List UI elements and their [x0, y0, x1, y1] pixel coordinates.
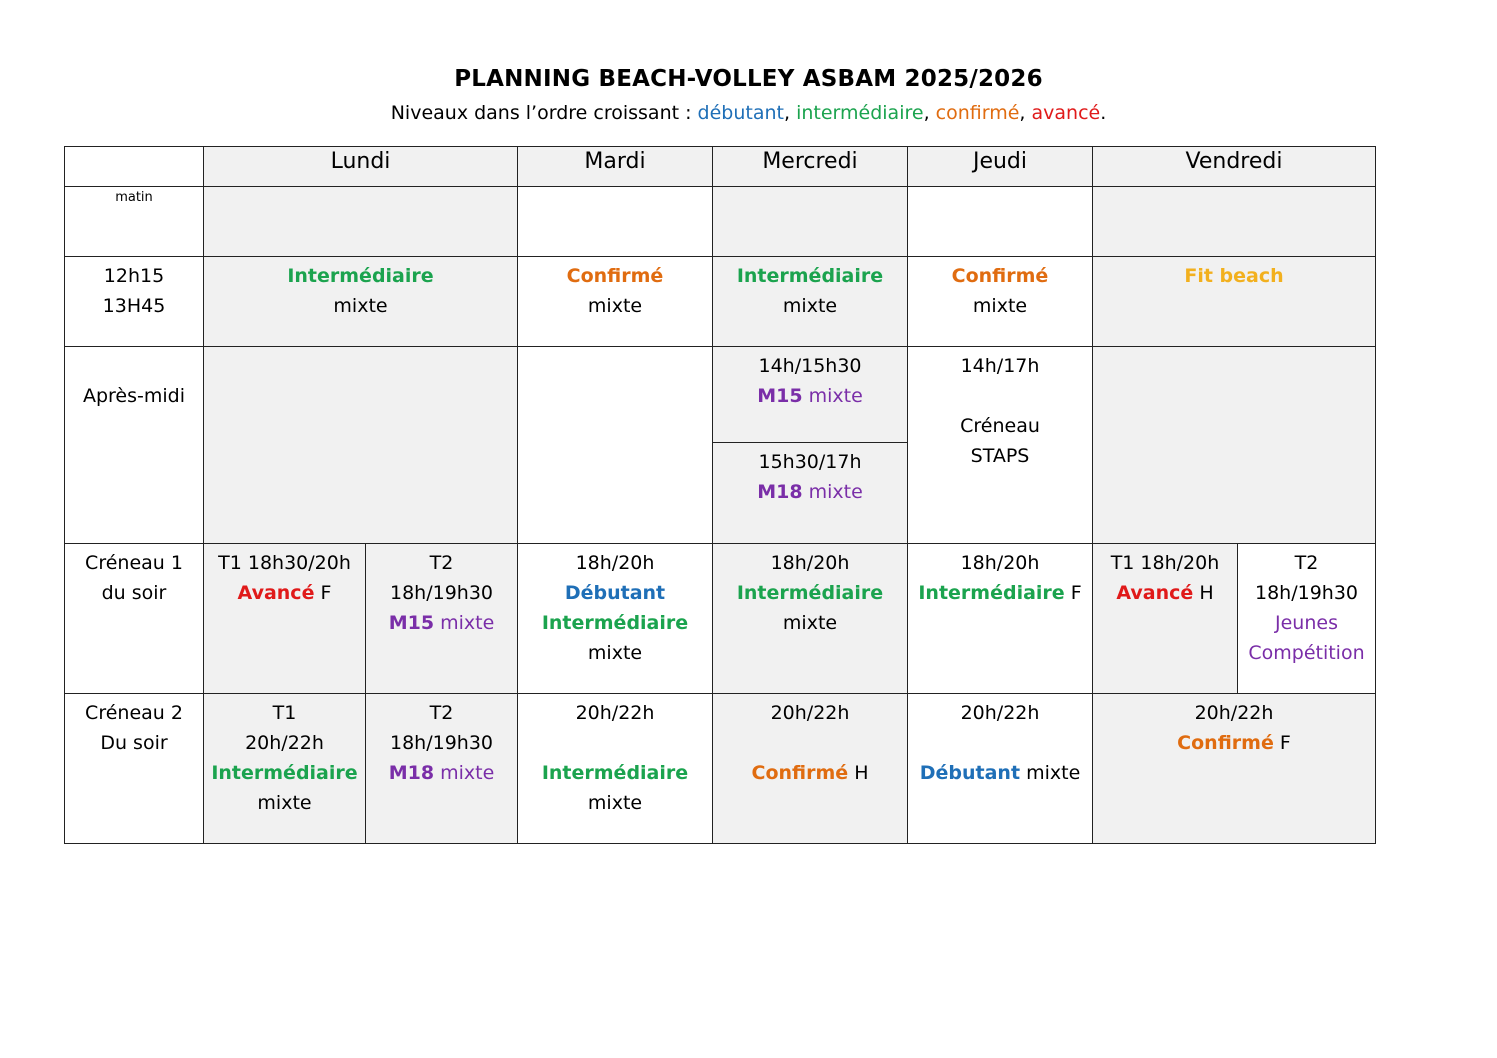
group-name: M15	[757, 385, 803, 407]
cell-matin-jeudi	[908, 187, 1093, 257]
legend-sep: ,	[783, 102, 797, 124]
row-label-line: 13H45	[102, 295, 166, 317]
time-label: T1 18h/20h	[1110, 552, 1220, 574]
spacer	[908, 728, 1092, 758]
row-label-matin: matin	[65, 187, 204, 257]
cell-creneau1-vendredi-t2	[1238, 544, 1376, 694]
group-name: M15	[388, 612, 435, 634]
cell-matin-mardi	[518, 187, 713, 257]
group-label	[713, 381, 907, 411]
cell-apres-midi-jeudi	[908, 347, 1093, 544]
type-label: mixte	[1020, 762, 1081, 784]
row-creneau-1	[65, 544, 1376, 694]
row-label-creneau-1	[65, 544, 204, 694]
time-label: 20h/22h	[245, 732, 324, 754]
group-label: Jeunes	[1275, 612, 1338, 634]
level-label: Confirmé	[951, 265, 1049, 287]
cell-creneau1-lundi-t1	[204, 544, 366, 694]
level-line	[204, 578, 365, 608]
cell-matin-mercredi	[713, 187, 908, 257]
cell-midi-mardi	[518, 257, 713, 347]
header-row	[65, 147, 1376, 187]
time-label: 20h/22h	[1194, 702, 1274, 724]
type-label: mixte	[802, 385, 863, 407]
row-apres-midi	[65, 347, 1376, 443]
legend-avance: avancé	[1031, 102, 1101, 124]
time-label: 20h/22h	[770, 702, 850, 724]
legend-confirme: confirmé	[935, 102, 1020, 124]
cell-apres-midi-lundi	[204, 347, 518, 544]
time-label: 14h/17h	[960, 355, 1040, 377]
level-label: Fit beach	[1184, 265, 1284, 287]
legend-prefix: Niveaux dans l’ordre croissant :	[390, 102, 698, 124]
cell-midi-lundi	[204, 257, 518, 347]
type-label: mixte	[802, 481, 863, 503]
level-line	[908, 758, 1092, 788]
type-label: mixte	[972, 295, 1028, 317]
level-label: Confirmé	[566, 265, 664, 287]
level-label: Débutant	[919, 762, 1021, 784]
level-line	[713, 758, 907, 788]
day-header-jeudi: Jeudi	[908, 147, 1093, 187]
type-label: mixte	[257, 792, 312, 814]
level-label: Avancé	[1116, 582, 1194, 604]
group-label	[366, 608, 517, 638]
day-header-vendredi: Vendredi	[1093, 147, 1376, 187]
type-label: mixte	[782, 295, 838, 317]
group-label	[713, 477, 907, 507]
level-label: Intermédiaire	[541, 612, 689, 634]
level-label: Intermédiaire	[918, 582, 1065, 604]
cell-creneau1-lundi-t2	[366, 544, 518, 694]
level-line	[1093, 728, 1375, 758]
page-title: PLANNING BEACH-VOLLEY ASBAM 2025/2026	[454, 66, 1043, 92]
cell-creneau2-mercredi	[713, 694, 908, 844]
level-label: Intermédiaire	[211, 762, 358, 784]
time-label: 18h/19h30	[1254, 582, 1358, 604]
group-label	[366, 758, 517, 788]
slot-label: Créneau	[960, 415, 1040, 437]
time-label: 18h/20h	[960, 552, 1040, 574]
cell-midi-vendredi	[1093, 257, 1376, 347]
type-label: F	[1064, 582, 1082, 604]
row-label-creneau-2	[65, 694, 204, 844]
row-midi	[65, 257, 1376, 347]
cell-creneau1-mercredi	[713, 544, 908, 694]
legend-end: .	[1100, 102, 1107, 124]
planning-table	[64, 146, 1376, 844]
type-label: F	[1273, 732, 1291, 754]
time-label: 18h/19h30	[389, 582, 493, 604]
time-label: 18h/19h30	[389, 732, 493, 754]
cell-creneau1-jeudi	[908, 544, 1093, 694]
type-label: mixte	[434, 762, 495, 784]
row-label-line: Créneau 1	[85, 552, 183, 574]
row-label-midi	[65, 257, 204, 347]
terrain-label: T1	[272, 702, 297, 724]
cell-creneau1-mardi	[518, 544, 713, 694]
day-header-mercredi: Mercredi	[713, 147, 908, 187]
day-header-lundi: Lundi	[204, 147, 518, 187]
level-label: Avancé	[237, 582, 315, 604]
level-label: Intermédiaire	[287, 265, 434, 287]
cell-apres-midi-mercredi-1	[713, 347, 908, 443]
cell-midi-jeudi	[908, 257, 1093, 347]
legend-sep: ,	[923, 102, 936, 124]
time-label: 15h30/17h	[758, 451, 862, 473]
cell-midi-mercredi	[713, 257, 908, 347]
type-label: F	[314, 582, 332, 604]
row-label-line: du soir	[101, 582, 167, 604]
level-label: Confirmé	[1177, 732, 1274, 754]
terrain-label: T2	[429, 552, 454, 574]
legend-debutant: débutant	[697, 102, 784, 124]
level-label: Intermédiaire	[736, 582, 884, 604]
row-label-line: Après-midi	[82, 385, 186, 407]
time-label: 14h/15h30	[758, 355, 862, 377]
corner-cell	[65, 147, 204, 187]
spacer	[713, 728, 907, 758]
legend-intermediaire: intermédiaire	[796, 102, 924, 124]
levels-legend	[0, 102, 1497, 124]
time-label: T1 18h30/20h	[218, 552, 351, 574]
spacer	[518, 728, 712, 758]
group-name: M18	[388, 762, 435, 784]
level-label: Confirmé	[751, 762, 849, 784]
slot-label: STAPS	[970, 445, 1030, 467]
cell-creneau2-vendredi	[1093, 694, 1376, 844]
level-line	[1093, 578, 1237, 608]
level-label: Intermédiaire	[541, 762, 689, 784]
cell-creneau2-lundi-t2	[366, 694, 518, 844]
row-matin	[65, 187, 1376, 257]
terrain-label: T2	[1294, 552, 1319, 574]
row-label-line: 12h15	[103, 265, 165, 287]
time-label: 18h/20h	[575, 552, 655, 574]
day-header-mardi: Mardi	[518, 147, 713, 187]
level-label: Intermédiaire	[736, 265, 884, 287]
cell-apres-midi-mercredi-2	[713, 443, 908, 544]
time-label: 20h/22h	[960, 702, 1040, 724]
type-label: mixte	[587, 295, 643, 317]
cell-creneau2-jeudi	[908, 694, 1093, 844]
type-label: mixte	[587, 642, 643, 664]
level-label: Débutant	[564, 582, 666, 604]
type-label: mixte	[587, 792, 643, 814]
group-name: M18	[757, 481, 803, 503]
cell-matin-lundi	[204, 187, 518, 257]
row-label-line: Du soir	[100, 732, 168, 754]
time-label: 18h/20h	[770, 552, 850, 574]
type-label: mixte	[333, 295, 388, 317]
level-line	[908, 578, 1092, 608]
row-creneau-2	[65, 694, 1376, 844]
time-label: 20h/22h	[575, 702, 655, 724]
spacer	[908, 381, 1092, 411]
cell-creneau1-vendredi-t1	[1093, 544, 1238, 694]
row-label-apres-midi	[65, 347, 204, 544]
type-label: mixte	[434, 612, 495, 634]
cell-apres-midi-vendredi	[1093, 347, 1376, 544]
type-label: mixte	[782, 612, 838, 634]
cell-creneau2-mardi	[518, 694, 713, 844]
type-label: H	[848, 762, 869, 784]
cell-creneau2-lundi-t1	[204, 694, 366, 844]
cell-apres-midi-mardi	[518, 347, 713, 544]
cell-matin-vendredi	[1093, 187, 1376, 257]
legend-sep: ,	[1019, 102, 1032, 124]
group-label: Compétition	[1248, 642, 1365, 664]
type-label: H	[1193, 582, 1214, 604]
terrain-label: T2	[429, 702, 454, 724]
row-label-line: Créneau 2	[85, 702, 183, 724]
